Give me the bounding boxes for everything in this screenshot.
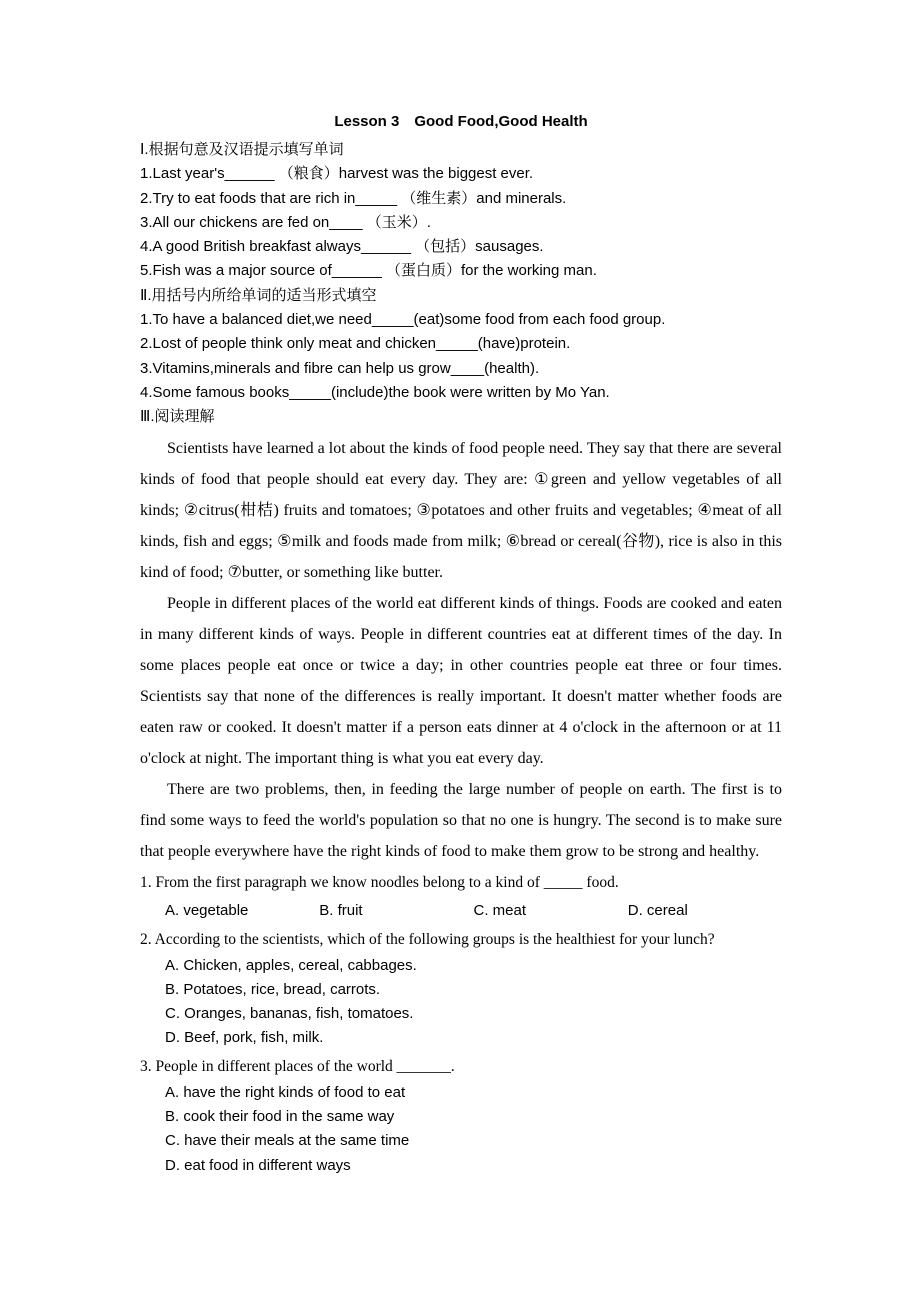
question-3-stem: 3. People in different places of the world _______.	[140, 1057, 455, 1075]
section1-item-5: 5.Fish was a major source of______ （蛋白质）for the working man.	[140, 262, 597, 280]
question-2-option-b: B. Potatoes, rice, bread, carrots.	[165, 980, 381, 998]
question-2-option-a: A. Chicken, apples, cereal, cabbages.	[165, 956, 417, 974]
section2-item-2: 2.Lost of people think only meat and chicken_____(have)protein.	[140, 335, 571, 353]
question-1-option-c: C. meat	[473, 901, 527, 919]
question-1-option-d: D. cereal	[627, 901, 688, 919]
reading-paragraph-1: Scientists have learned a lot about the kinds of food people need. They say that there are several kinds of food that people should eat every day. They are: ①green and yellow vegetables of all kinds; ②citrus(柑桔) fruits and tomatoes; ③potatoes and other fruits and vegetables; ④meat of all kinds, fish and eggs; ⑤milk and foods made from milk; ⑥bread or cereal(谷物), rice is also in this kind of food; ⑦butter, or something like butter.	[140, 439, 782, 581]
question-3-option-b: B. cook their food in the same way	[165, 1108, 395, 1126]
reading-passage	[140, 433, 782, 867]
section1-item-3: 3.All our chickens are fed on____ （玉米）.	[140, 213, 431, 231]
question-1-stem: 1. From the first paragraph we know noodles belong to a kind of _____ food.	[140, 873, 619, 891]
question-3	[140, 1053, 782, 1178]
question-1-option-b: B. fruit	[319, 901, 363, 919]
question-2-stem: 2. According to the scientists, which of the following groups is the healthiest for your lunch?	[140, 930, 715, 948]
question-1-options	[140, 897, 782, 924]
question-2-option-d: D. Beef, pork, fish, milk.	[165, 1029, 324, 1047]
section1-item-4: 4.A good British breakfast always______ （包括）sausages.	[140, 238, 544, 256]
section2-item-3: 3.Vitamins,minerals and fibre can help us grow____(health).	[140, 359, 540, 377]
question-3-option-c: C. have their meals at the same time	[165, 1132, 410, 1150]
question-3-option-a: A. have the right kinds of food to eat	[165, 1083, 406, 1101]
section2-item-1: 1.To have a balanced diet,we need_____(eat)some food from each food group.	[140, 311, 666, 329]
reading-paragraph-3: There are two problems, then, in feeding the large number of people on earth. The first is to find some ways to feed the world's population so that no one is hungry. The second is to make sure that people everywhere have the right kinds of food to make them grow to be strong and healthy.	[140, 780, 782, 860]
reading-paragraph-2: People in different places of the world eat different kinds of things. Foods are cooked and eaten in many different kinds of ways. People in different countries eat at different times of the day. In some places people eat once or twice a day; in other countries people eat three or four times. Scientists say that none of the differences is really important. It doesn't matter whether foods are eaten raw or cooked. It doesn't matter if a person eats dinner at 4 o'clock in the afternoon or at 11 o'clock at night. The important thing is what you eat every day.	[140, 594, 782, 767]
section1-item-1: 1.Last year's______ （粮食）harvest was the biggest ever.	[140, 165, 534, 183]
page-title: Lesson 3 Good Food,Good Health	[334, 113, 588, 130]
section2-heading: Ⅱ.用括号内所给单词的适当形式填空	[140, 286, 377, 304]
question-2-option-c: C. Oranges, bananas, fish, tomatoes.	[165, 1005, 414, 1023]
section2-item-4: 4.Some famous books_____(include)the book were written by Mo Yan.	[140, 383, 610, 401]
question-1	[140, 869, 782, 924]
section1-item-2: 2.Try to eat foods that are rich in_____ （维生素）and minerals.	[140, 189, 567, 207]
section1-heading: Ⅰ.根据句意及汉语提示填写单词	[140, 141, 344, 158]
question-1-option-a: A. vegetable	[165, 901, 249, 919]
question-2	[140, 926, 782, 1051]
question-3-option-d: D. eat food in different ways	[165, 1156, 351, 1174]
section3-heading: Ⅲ.阅读理解	[140, 408, 215, 426]
